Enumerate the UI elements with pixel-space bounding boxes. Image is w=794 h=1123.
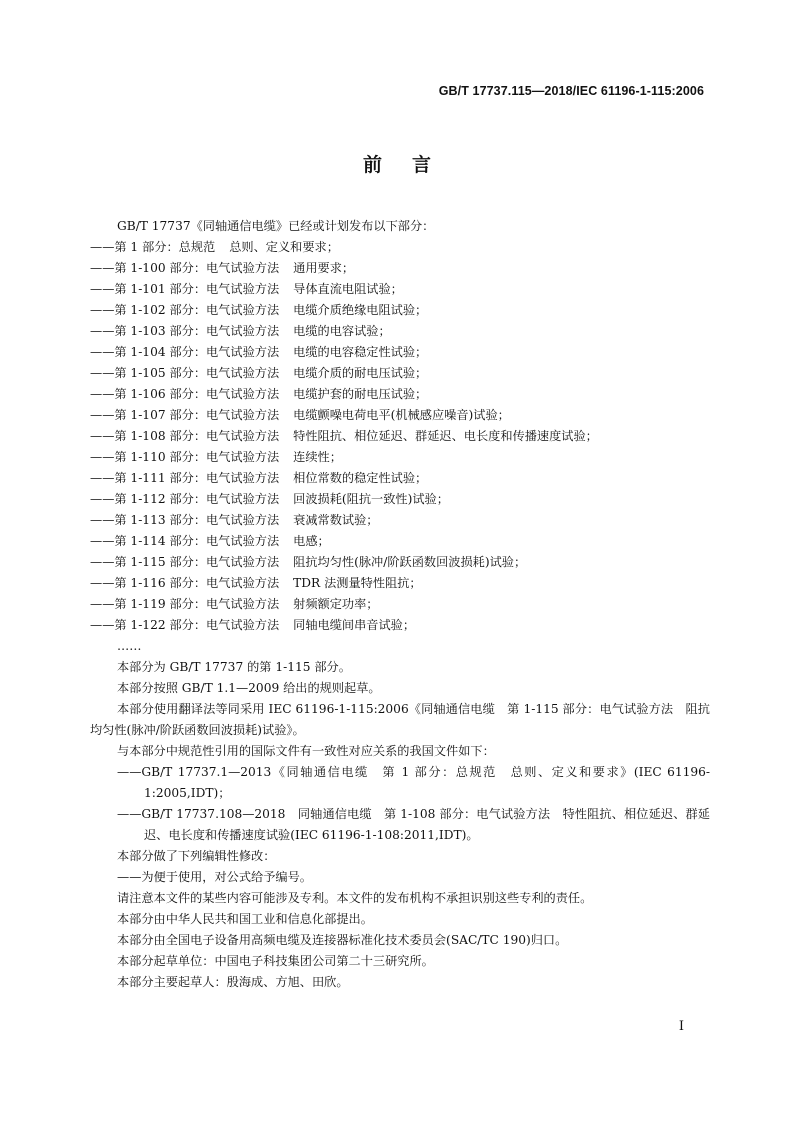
drafting-rules-statement: 本部分按照 GB/T 1.1—2009 给出的规则起草。 (117, 681, 381, 695)
part-list-item (90, 342, 710, 363)
part-number: ——第 1-116 部分：电气试验方法 (90, 576, 280, 590)
part-list-item (90, 510, 710, 531)
part-number: ——第 1-119 部分：电气试验方法 (90, 597, 280, 611)
part-number: ——第 1-103 部分：电气试验方法 (90, 324, 280, 338)
part-description: 通用要求； (293, 261, 355, 275)
editorial-item: ——为便于使用，对公式给予编号。 (117, 870, 312, 884)
part-description: 导体直流电阻试验； (293, 282, 403, 296)
part-description: 连续性； (293, 450, 342, 464)
ellipsis: …… (117, 639, 142, 653)
part-number: ——第 1-115 部分：电气试验方法 (90, 555, 280, 569)
part-list-item (90, 279, 710, 300)
part-number: ——第 1-104 部分：电气试验方法 (90, 345, 280, 359)
part-list-item (90, 300, 710, 321)
part-description: 电缆介质绝缘电阻试验； (293, 303, 428, 317)
reference-item: ——GB/T 17737.108—2018 同轴通信电缆 第 1-108 部分：电气试验方法 特性阻抗、相位延迟、群延迟、电长度和传播速度试验(IEC 61196-1-108:2011,IDT)。 (117, 807, 710, 842)
part-list-item (90, 468, 710, 489)
foreword-body (90, 216, 710, 993)
part-number: ——第 1-111 部分：电气试验方法 (90, 471, 280, 485)
part-description: 射频额定功率； (293, 597, 379, 611)
part-description: 电缆的电容稳定性试验； (293, 345, 428, 359)
part-description: 总则、定义和要求； (229, 240, 339, 254)
part-number: ——第 1-112 部分：电气试验方法 (90, 492, 280, 506)
intro-line: GB/T 17737《同轴通信电缆》已经或计划发布以下部分： (117, 219, 435, 233)
part-number: ——第 1-101 部分：电气试验方法 (90, 282, 280, 296)
part-number: ——第 1-108 部分：电气试验方法 (90, 429, 280, 443)
part-list-item (90, 384, 710, 405)
page-title: 前言 (362, 154, 461, 176)
part-list-item (90, 447, 710, 468)
part-list-item (90, 594, 710, 615)
part-description: 电缆颤噪电荷电平(机械感应噪音)试验； (293, 408, 510, 422)
patent-notice: 请注意本文件的某些内容可能涉及专利。本文件的发布机构不承担识别这些专利的责任。 (117, 891, 593, 905)
part-list-item (90, 363, 710, 384)
part-description: 电感； (293, 534, 330, 548)
part-description: 电缆的电容试验； (293, 324, 391, 338)
part-list-item (90, 573, 710, 594)
part-list-item (90, 489, 710, 510)
page-number: I (678, 1019, 684, 1034)
drafters: 本部分主要起草人：殷海成、方旭、田欣。 (117, 975, 349, 989)
part-number: ——第 1-107 部分：电气试验方法 (90, 408, 280, 422)
part-list-item (90, 405, 710, 426)
part-number: ——第 1-102 部分：电气试验方法 (90, 303, 280, 317)
part-list-item (90, 258, 710, 279)
part-description: 回波损耗(阻抗一致性)试验； (293, 492, 449, 506)
part-description: 电缆护套的耐电压试验； (293, 387, 428, 401)
part-list-item (90, 237, 710, 258)
part-number: ——第 1-105 部分：电气试验方法 (90, 366, 280, 380)
part-number: ——第 1-106 部分：电气试验方法 (90, 387, 280, 401)
editorial-intro: 本部分做了下列编辑性修改： (117, 849, 276, 863)
administered-by: 本部分由全国电子设备用高频电缆及连接器标准化技术委员会(SAC/TC 190)归口。 (117, 933, 568, 947)
part-description: 衰减常数试验； (293, 513, 379, 527)
part-number: ——第 1-122 部分：电气试验方法 (90, 618, 280, 632)
this-part-statement: 本部分为 GB/T 17737 的第 1-115 部分。 (117, 660, 351, 674)
part-number: ——第 1-110 部分：电气试验方法 (90, 450, 280, 464)
part-list-item (90, 615, 710, 636)
part-number: ——第 1-114 部分：电气试验方法 (90, 534, 280, 548)
correspondence-intro: 与本部分中规范性引用的国际文件有一致性对应关系的我国文件如下： (117, 744, 495, 758)
part-number: ——第 1-100 部分：电气试验方法 (90, 261, 280, 275)
parts-list (90, 237, 710, 636)
drafting-unit: 本部分起草单位：中国电子科技集团公司第二十三研究所。 (117, 954, 434, 968)
part-description: 阻抗均匀性(脉冲/阶跃函数回波损耗)试验； (293, 555, 527, 569)
part-list-item (90, 426, 710, 447)
part-list-item (90, 321, 710, 342)
reference-item: ——GB/T 17737.1—2013《同轴通信电缆 第 1 部分：总规范 总则、定义和要求》(IEC 61196-1:2005,IDT)； (117, 765, 710, 800)
part-description: 同轴电缆间串音试验； (293, 618, 416, 632)
standard-code: GB/T 17737.115—2018/IEC 61196-1-115:2006 (438, 84, 704, 98)
proposed-by: 本部分由中华人民共和国工业和信息化部提出。 (117, 912, 373, 926)
part-description: 特性阻抗、相位延迟、群延迟、电长度和传播速度试验； (293, 429, 598, 443)
part-number: ——第 1-113 部分：电气试验方法 (90, 513, 280, 527)
part-description: TDR 法测量特性阻抗； (293, 576, 422, 590)
part-description: 相位常数的稳定性试验； (293, 471, 428, 485)
part-number: ——第 1 部分：总规范 (90, 240, 216, 254)
part-list-item (90, 552, 710, 573)
part-description: 电缆介质的耐电压试验； (293, 366, 428, 380)
translation-statement: 本部分使用翻译法等同采用 IEC 61196-1-115:2006《同轴通信电缆 第 1-115 部分：电气试验方法 阻抗均匀性(脉冲/阶跃函数回波损耗)试验》。 (90, 702, 710, 737)
part-list-item (90, 531, 710, 552)
